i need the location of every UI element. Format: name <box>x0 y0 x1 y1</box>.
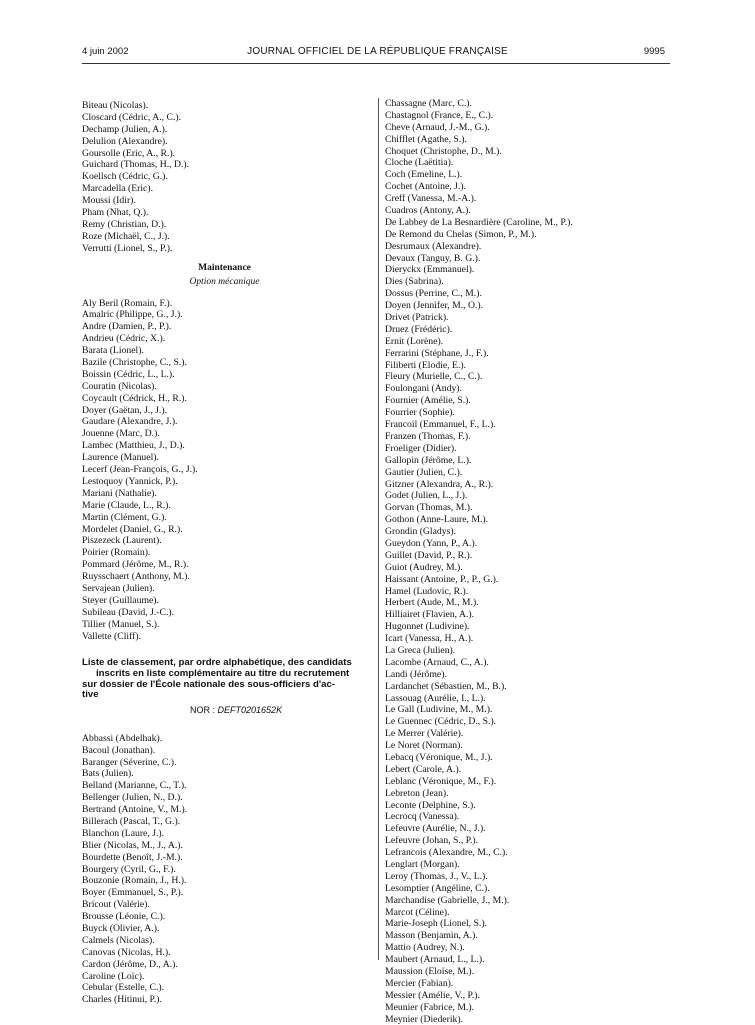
list-item: Guillet (David, P., R.). <box>385 549 473 561</box>
name-list-complementary <box>82 733 367 1006</box>
list-item: Bats (Julien). <box>82 768 134 780</box>
list-item: Gorvan (Thomas, M.). <box>385 502 473 514</box>
list-item: Devaux (Tanguy, B. G.). <box>385 252 481 264</box>
list-item: Aly Beril (Romain, F.). <box>82 297 173 309</box>
list-item: Herbert (Aude, M., M.). <box>385 597 479 609</box>
list-item: Ferrarini (Stéphane, J., F.). <box>385 347 489 359</box>
list-item: Caroline (Loïc). <box>82 970 145 982</box>
list-item: Creff (Vanessa, M.-A.). <box>385 193 477 205</box>
list-item: Marchandise (Gabrielle, J., M.). <box>385 894 510 906</box>
list-item: Hugonnet (Ludivine). <box>385 621 470 633</box>
list-item: Lambec (Matthieu, J., D.). <box>82 440 185 452</box>
list-item: Mercier (Fabian). <box>385 977 454 989</box>
list-item: Chastagnol (France, E., C.). <box>385 109 494 121</box>
list-item: Dechamp (Julien, A.). <box>82 123 168 135</box>
list-item: Hamel (Ludovic, R.). <box>385 585 469 597</box>
list-item: Le Guennec (Cédric, D., S.). <box>385 716 497 728</box>
list-item: Meynier (Diederik). <box>385 1013 464 1025</box>
list-item: Ruysschaert (Anthony, M.). <box>82 571 190 583</box>
list-item: Pommard (Jérôme, M., R.). <box>82 559 189 571</box>
list-item: Guichard (Thomas, H., D.). <box>82 159 190 171</box>
list-item: Verrutti (Lionel, S., P.). <box>82 242 173 254</box>
page-number: 9995 <box>643 46 665 57</box>
list-item: Jouenne (Marc, D.). <box>82 428 160 440</box>
list-item: Cuadros (Antony, A.). <box>385 205 471 217</box>
list-item: Le Merrer (Valérie). <box>385 728 464 740</box>
list-item: Billerach (Pascal, T., G.). <box>82 816 181 828</box>
list-item: Lecrocq (Vanessa). <box>385 811 460 823</box>
list-item: Laurence (Manuel). <box>82 452 159 464</box>
list-item: La Greca (Julien). <box>385 644 456 656</box>
list-item: Charles (Hitinui, P.). <box>82 994 162 1006</box>
list-item: Bacoul (Jonathan). <box>82 744 156 756</box>
list-item: Gueydon (Yann, P., A.). <box>385 537 478 549</box>
list-item: Gallopin (Jérôme, L.). <box>385 454 472 466</box>
list-item: Gothon (Anne-Laure, M.). <box>385 514 489 526</box>
list-item: Leconte (Delphine, S.). <box>385 799 476 811</box>
list-item: Moussi (Idir). <box>82 195 136 207</box>
list-item: Drivet (Patrick). <box>385 312 449 324</box>
left-column <box>82 100 367 1006</box>
list-item: Goursolle (Eric, A., R.). <box>82 147 176 159</box>
list-item: Boyer (Emmanuel, S., P.). <box>82 887 184 899</box>
list-item: Andre (Damien, P., P.). <box>82 321 172 333</box>
list-item: Blanchon (Laure, J.). <box>82 827 165 839</box>
list-item: De Remond du Chelas (Simon, P., M.). <box>385 228 537 240</box>
list-item: Brousse (Léonie, C.). <box>82 911 166 923</box>
list-item: Roze (Michaël, C., J.). <box>82 230 170 242</box>
list-item: Mariani (Nathalie). <box>82 487 157 499</box>
list-item: Boissin (Cédric, L., L.). <box>82 368 175 380</box>
nor-code: DEFT0201652K <box>217 704 283 715</box>
list-item: Blier (Nicolas, M., J., A.). <box>82 839 183 851</box>
list-item: Poirier (Romain). <box>82 547 151 559</box>
list-item: Lacombe (Arnaud, C., A.). <box>385 656 489 668</box>
list-item: Le Noret (Norman). <box>385 740 463 752</box>
name-list-top <box>82 100 367 255</box>
list-item: Coch (Emeline, L.). <box>385 169 463 181</box>
list-item: Mattio (Audrey, N.). <box>385 942 465 954</box>
list-item: Filiberti (Elodie, E.). <box>385 359 466 371</box>
list-item: Froeliger (Didier). <box>385 442 457 454</box>
list-item: Amalric (Philippe, G., J.). <box>82 309 183 321</box>
list-item: Buyck (Olivier, A.). <box>82 923 160 935</box>
section-title-maintenance: Maintenance <box>198 262 251 273</box>
list-item: Lebreton (Jean). <box>385 787 449 799</box>
list-item: Couratin (Nicolas). <box>82 380 157 392</box>
list-item: Servajean (Julien). <box>82 582 155 594</box>
list-item: Desrumaux (Alexandre). <box>385 240 482 252</box>
list-item: Druez (Frédéric). <box>385 323 453 335</box>
list-item: Francoil (Emmanuel, F., L.). <box>385 419 496 431</box>
list-item: Cloche (Laëtitia). <box>385 157 454 169</box>
list-item: Marie-Joseph (Lionel, S.). <box>385 918 487 930</box>
list-item: Bricout (Valérie). <box>82 899 150 911</box>
list-heading-line: inscrits en liste complémentaire au titre du recrutement <box>96 668 350 679</box>
header-date: 4 juin 2002 <box>82 46 129 57</box>
list-item: Franzen (Thomas, F.). <box>385 430 471 442</box>
list-item: Choquet (Christophe, D., M.). <box>385 145 502 157</box>
list-item: Subileau (David, J.-C.). <box>82 606 175 618</box>
list-item: Martin (Clément, G.). <box>82 511 167 523</box>
list-item: Masson (Benjamin, A.). <box>385 930 478 942</box>
list-item: Remy (Christian, D.). <box>82 218 167 230</box>
list-item: Grondin (Gladys). <box>385 526 457 538</box>
list-item: Dieryckx (Emmanuel). <box>385 264 475 276</box>
list-item: Delulion (Alexandre). <box>82 135 168 147</box>
list-item: Landi (Jérôme). <box>385 668 447 680</box>
list-heading <box>82 658 372 700</box>
list-item: Andrieu (Cédric, X.). <box>82 333 166 345</box>
list-item: Foulongani (Andy). <box>385 383 462 395</box>
list-item: Bouzonie (Romain, J., H.). <box>82 875 187 887</box>
list-item: Belland (Marianne, C., T.). <box>82 780 187 792</box>
list-item: Coycault (Cédrick, H., R.). <box>82 392 187 404</box>
list-item: Canovas (Nicolas, H.). <box>82 946 171 958</box>
header-rule <box>82 63 670 64</box>
list-item: De Labbey de La Besnardière (Caroline, M., P.). <box>385 216 573 228</box>
list-item: Lefeuvre (Aurélie, N., J.). <box>385 823 486 835</box>
list-item: Fournier (Amélie, S.). <box>385 395 471 407</box>
list-item: Barata (Lionel). <box>82 345 144 357</box>
list-item: Dies (Sabrina). <box>385 276 444 288</box>
list-item: Godet (Julien, L., J.). <box>385 490 468 502</box>
list-item: Leroy (Thomas, J., V., L.). <box>385 870 488 882</box>
name-list-right <box>385 98 675 1025</box>
list-item: Cheve (Arnaud, J.-M., G.). <box>385 121 490 133</box>
list-item: Doyen (Jennifer, M., O.). <box>385 300 484 312</box>
list-heading-line: Liste de classement, par ordre alphabétique, des candidats <box>82 657 352 669</box>
list-item: Bourgery (Cyril, G., F.). <box>82 863 176 875</box>
right-column <box>385 98 675 1025</box>
list-item: Icart (Vanessa, H., A.). <box>385 633 474 645</box>
list-item: Closcard (Cédric, A., C.). <box>82 111 182 123</box>
list-item: Lebert (Carole, A.). <box>385 763 462 775</box>
nor-reference <box>82 705 367 715</box>
list-item: Cochet (Antoine, J.). <box>385 181 466 193</box>
list-heading-line: sur dossier de l'École nationale des sous-officiers d'ac- <box>82 678 336 690</box>
list-item: Tillier (Manuel, S.). <box>82 618 160 630</box>
list-item: Lebacq (Véronique, M., J.). <box>385 751 493 763</box>
list-item: Fourrier (Sophie). <box>385 407 455 419</box>
list-item: Gautier (Julien, C.). <box>385 466 463 478</box>
list-item: Leblanc (Véronique, M., F.). <box>385 775 497 787</box>
list-item: Messier (Amélie, V., P.). <box>385 989 480 1001</box>
list-item: Cebular (Estelle, C.). <box>82 982 165 994</box>
list-item: Calmels (Nicolas). <box>82 934 155 946</box>
list-item: Lefrancois (Alexandre, M., C.). <box>385 847 508 859</box>
list-item: Le Gall (Ludivine, M., M.). <box>385 704 493 716</box>
list-item: Maussion (Eloïse, M.). <box>385 966 475 978</box>
list-item: Hilliairet (Flavien, A.). <box>385 609 475 621</box>
list-item: Doyer (Gaëtan, J., J.). <box>82 404 168 416</box>
list-item: Lardanchet (Sébastien, M., B.). <box>385 680 507 692</box>
list-item: Lenglart (Morgan). <box>385 859 460 870</box>
journal-title: JOURNAL OFFICIEL DE LA RÉPUBLIQUE FRANÇAISE <box>247 46 508 57</box>
nor-label: NOR : <box>190 704 216 715</box>
list-item: Mordelet (Daniel, G., R.). <box>82 523 183 535</box>
list-item: Baranger (Séverine, C.). <box>82 756 177 768</box>
list-item: Abbassi (Abdelhak). <box>82 732 163 744</box>
list-item: Bourdette (Benoît, J.-M.). <box>82 851 183 863</box>
list-item: Lecerf (Jean-François, G., J.). <box>82 464 198 476</box>
name-list-maintenance <box>82 298 367 643</box>
list-item: Steyer (Guillaume). <box>82 594 159 606</box>
list-item: Cardon (Jérôme, D., A.). <box>82 958 178 970</box>
list-item: Lassouag (Aurélie, I., L.). <box>385 692 486 704</box>
column-divider <box>378 98 379 960</box>
list-item: Maubert (Arnaud, L., L.). <box>385 954 485 966</box>
list-item: Lesomptier (Angéline, C.). <box>385 882 490 894</box>
list-item: Ernit (Lorène). <box>385 335 444 347</box>
list-item: Haissant (Antoine, P., P., G.). <box>385 573 499 585</box>
list-item: Chassagne (Marc, C.). <box>385 98 472 109</box>
list-item: Bellenger (Julien, N., D.). <box>82 792 183 804</box>
list-item: Dossus (Perrine, C., M.). <box>385 288 482 300</box>
list-item: Biteau (Nicolas). <box>82 100 149 111</box>
list-item: Fleury (Murielle, C., C.). <box>385 371 483 383</box>
list-item: Marcadella (Eric). <box>82 183 153 195</box>
list-item: Chifflet (Agathe, S.). <box>385 133 467 145</box>
list-item: Lestoquoy (Yannick, P.). <box>82 475 178 487</box>
list-item: Marie (Claude, L., R.). <box>82 499 171 511</box>
list-item: Vallette (Cliff). <box>82 630 142 642</box>
list-item: Gaudare (Alexandre, J.). <box>82 416 178 428</box>
list-item: Guiot (Audrey, M.). <box>385 561 463 573</box>
list-item: Marcot (Céline). <box>385 906 450 918</box>
list-item: Gitzner (Alexandra, A., R.). <box>385 478 494 490</box>
section-subtitle-option: Option mécanique <box>189 276 260 287</box>
list-item: Koellsch (Cédric, G.). <box>82 171 168 183</box>
list-item: Piszezeck (Laurent). <box>82 535 162 547</box>
list-item: Bertrand (Antoine, V., M.). <box>82 804 188 816</box>
list-item: Pham (Nhat, Q.). <box>82 207 149 219</box>
list-heading-line: tive <box>82 689 99 701</box>
list-item: Bazile (Christophe, C., S.). <box>82 357 187 369</box>
list-item: Lefeuvre (Johan, S., P.). <box>385 835 479 847</box>
list-item: Meunier (Fabrice, M.). <box>385 1001 475 1013</box>
